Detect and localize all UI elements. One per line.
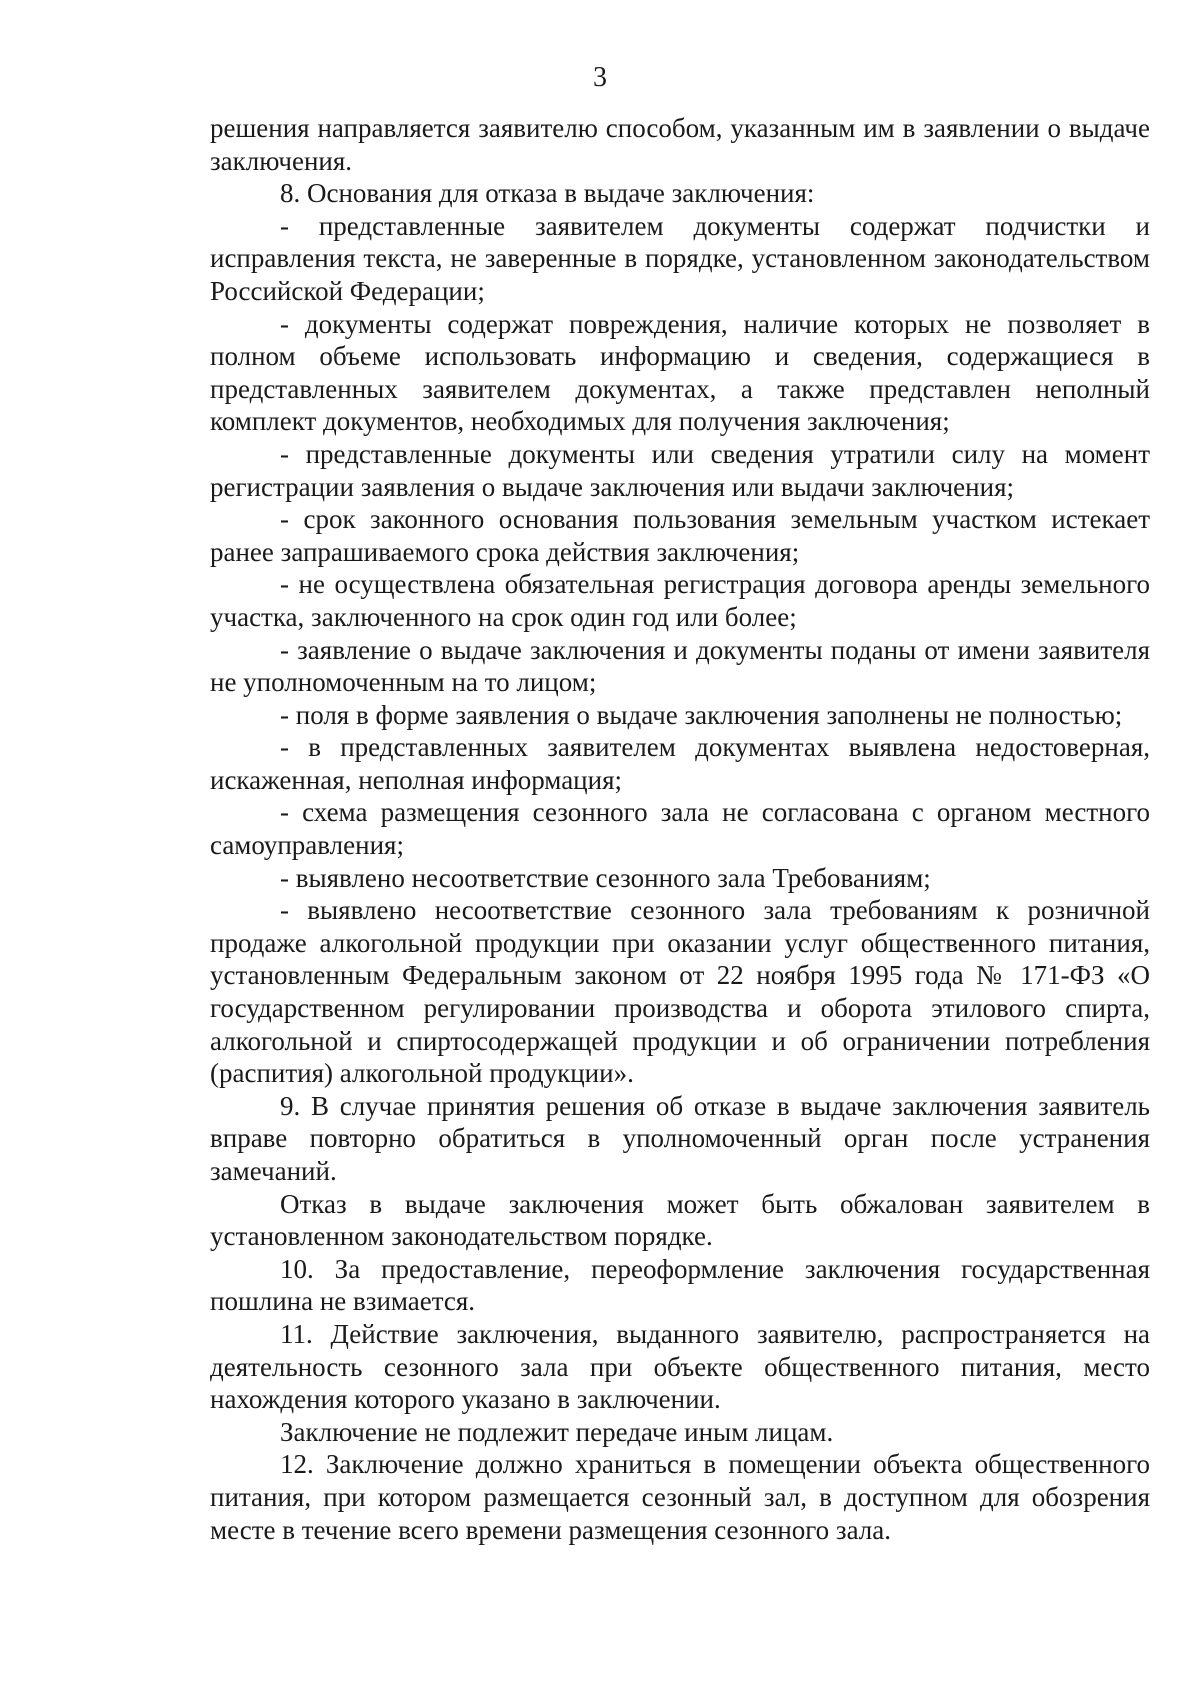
page-number: 3 <box>593 62 607 93</box>
document-body <box>210 112 1150 1546</box>
paragraph: Заключение не подлежит передаче иным лицам. <box>280 1416 834 1447</box>
paragraph: - представленные заявителем документы содержат подчистки и исправления текста, не заверенные в порядке, установленном законодательством Российской Федерации; <box>210 210 1150 306</box>
paragraph: - выявлено несоответствие сезонного зала Требованиям; <box>280 862 931 893</box>
paragraph: - не осуществлена обязательная регистрация договора аренды земельного участка, заключенного на срок один год или более; <box>210 569 1150 632</box>
paragraph: 12. Заключение должно храниться в помещении объекта общественного питания, при котором размещается сезонный зал, в доступном для обозрения месте в течение всего времени размещения сезонного зала. <box>210 1449 1150 1545</box>
paragraph: - схема размещения сезонного зала не согласована с органом местного самоуправления; <box>210 797 1150 861</box>
paragraph: 8. Основания для отказа в выдаче заключения: <box>280 178 815 209</box>
paragraph: - срок законного основания пользования земельным участком истекает ранее запрашиваемого срока действия заключения; <box>210 504 1150 567</box>
paragraph: - заявление о выдаче заключения и документы поданы от имени заявителя не уполномоченным на то лицом; <box>210 634 1150 698</box>
paragraph: - поля в форме заявления о выдаче заключения заполнены не полностью; <box>280 699 1123 730</box>
paragraph: - документы содержат повреждения, наличие которых не позволяет в полном объеме использовать информацию и сведения, содержащиеся в представленных заявителем документах, а также представлен неполный комплект документов, необходимых для получения заключения; <box>210 308 1150 437</box>
paragraph: - в представленных заявителем документах выявлена недостоверная, искаженная, неполная информация; <box>210 732 1150 795</box>
paragraph: решения направляется заявителю способом, указанным им в заявлении о выдаче заключения. <box>210 113 1150 176</box>
paragraph: - выявлено несоответствие сезонного зала требованиям к розничной продаже алкогольной продукции при оказании услуг общественного питания, установленным Федеральным законом от 22 ноября 1995 года № 171-ФЗ «О государственном регулировании производства и оборота этилового спирта, алкогольной и спиртосодержащей продукции и об ограничении потребления (распития) алкогольной продукции». <box>210 895 1150 1089</box>
paragraph: - представленные документы или сведения утратили силу на момент регистрации заявления о выдаче заключения или выдачи заключения; <box>210 438 1150 502</box>
paragraph: 10. За предоставление, переоформление заключения государственная пошлина не взимается. <box>210 1253 1150 1317</box>
paragraph: 9. В случае принятия решения об отказе в выдаче заключения заявитель вправе повторно обратиться в уполномоченный орган после устранения замечаний. <box>210 1090 1150 1186</box>
paragraph: Отказ в выдаче заключения может быть обжалован заявителем в установленном законодательством порядке. <box>210 1188 1150 1252</box>
paragraph: 11. Действие заключения, выданного заявителю, распространяется на деятельность сезонного зала при объекте общественного питания, место нахождения которого указано в заключении. <box>210 1318 1150 1415</box>
